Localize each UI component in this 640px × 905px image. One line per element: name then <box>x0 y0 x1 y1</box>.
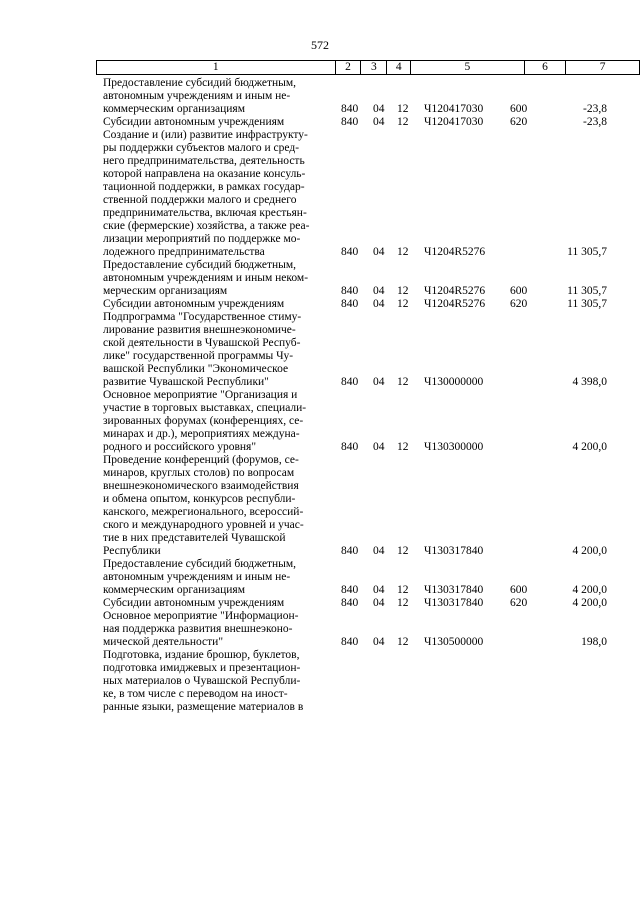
row-target-article: Ч1204R5276 <box>424 285 486 297</box>
row-name-line: Проведение конференций (форумов, се- <box>103 454 299 466</box>
row-ministry-code: 840 <box>341 246 359 258</box>
row-name-line: Подпрограмма "Государственное стиму- <box>103 311 302 323</box>
row-ministry-code: 840 <box>341 545 359 557</box>
row-name-line: подготовка имиджевых и презентацион- <box>103 662 301 674</box>
row-subsection-code: 12 <box>397 636 409 648</box>
table-body <box>0 77 640 714</box>
row-name-line: ского и международного уровней и учас- <box>103 519 304 531</box>
row-name-line: и обмена опытом, конкурсов республи- <box>103 493 296 505</box>
column-header-1: 1 <box>97 61 336 75</box>
row-ministry-code: 840 <box>341 636 359 648</box>
row-amount: -23,8 <box>583 116 607 128</box>
row-amount: 4 200,0 <box>572 441 607 453</box>
row-name-line: ранные языки, размещение материалов в <box>103 701 304 713</box>
row-target-article: Ч130317840 <box>424 597 484 609</box>
row-section-code: 04 <box>373 545 385 557</box>
row-name-line: Субсидии автономным учреждениям <box>103 298 285 310</box>
row-name-line: тационной поддержки, в рамках государ- <box>103 181 305 193</box>
page-number: 572 <box>311 38 329 52</box>
row-subsection-code: 12 <box>397 246 409 258</box>
row-ministry-code: 840 <box>341 116 359 128</box>
row-name <box>103 77 334 116</box>
row-ministry-code: 840 <box>341 298 359 310</box>
table-row <box>0 129 640 259</box>
row-expense-type: 600 <box>510 584 528 596</box>
row-name-line: Предоставление субсидий бюджетным, <box>103 77 297 89</box>
row-name-line: Основное мероприятие "Организация и <box>103 389 298 401</box>
row-name-line: ственной поддержки малого и среднего <box>103 194 297 206</box>
row-name <box>103 129 334 259</box>
row-name-line: минаров, круглых столов) по вопросам <box>103 467 295 479</box>
row-name-line: Основное мероприятие "Информацион- <box>103 610 299 622</box>
row-name-line: Субсидии автономным учреждениям <box>103 597 285 609</box>
row-section-code: 04 <box>373 584 385 596</box>
row-subsection-code: 12 <box>397 298 409 310</box>
row-name-line: мической деятельности" <box>103 636 224 648</box>
row-name-line: автономным учреждениям и иным не- <box>103 571 291 583</box>
row-amount: 11 305,7 <box>567 246 607 258</box>
row-target-article: Ч130300000 <box>424 441 484 453</box>
row-target-article: Ч1204R5276 <box>424 246 486 258</box>
row-name-line: коммерческим организациям <box>103 103 245 115</box>
table-row <box>0 649 640 714</box>
row-amount: 198,0 <box>581 636 607 648</box>
row-name <box>103 597 334 610</box>
row-target-article: Ч130317840 <box>424 584 484 596</box>
column-header-4: 4 <box>387 61 411 75</box>
row-name <box>103 311 334 389</box>
row-name-line: ке, в том числе с переводом на иност- <box>103 688 288 700</box>
row-section-code: 04 <box>373 597 385 609</box>
row-name-line: ские (фермерские) хозяйства, а также реа- <box>103 220 310 232</box>
row-expense-type: 620 <box>510 298 528 310</box>
row-name-line: Предоставление субсидий бюджетным, <box>103 558 297 570</box>
row-amount: 11 305,7 <box>567 285 607 297</box>
row-name-line: вашской Республики "Экономическое <box>103 363 289 375</box>
table-row <box>0 610 640 649</box>
row-amount: 4 398,0 <box>572 376 607 388</box>
row-name <box>103 454 334 558</box>
row-target-article: Ч130000000 <box>424 376 484 388</box>
row-name-line: Республики <box>103 545 161 557</box>
row-name-line: ных материалов о Чувашской Республи- <box>103 675 301 687</box>
row-name-line: Создание и (или) развитие инфраструкту- <box>103 129 308 141</box>
table-row <box>0 454 640 558</box>
row-name-line: тие в них представителей Чувашской <box>103 532 286 544</box>
row-name-line: ная поддержка развития внешнеэконо- <box>103 623 293 635</box>
row-name-line: лирование развития внешнеэкономиче- <box>103 324 296 336</box>
row-subsection-code: 12 <box>397 285 409 297</box>
table-row <box>0 259 640 298</box>
table-row <box>0 389 640 454</box>
row-name <box>103 558 334 597</box>
row-target-article: Ч130500000 <box>424 636 484 648</box>
row-name <box>103 610 334 649</box>
table-row <box>0 558 640 597</box>
row-target-article: Ч1204R5276 <box>424 298 486 310</box>
row-name <box>103 649 334 714</box>
row-name-line: автономным учреждениям и иным не- <box>103 90 291 102</box>
column-header-2: 2 <box>335 61 361 75</box>
row-subsection-code: 12 <box>397 441 409 453</box>
column-header-6: 6 <box>524 61 566 75</box>
table-row <box>0 298 640 311</box>
row-amount: 4 200,0 <box>572 545 607 557</box>
row-expense-type: 620 <box>510 116 528 128</box>
column-header-5: 5 <box>411 61 524 75</box>
row-section-code: 04 <box>373 636 385 648</box>
row-section-code: 04 <box>373 103 385 115</box>
table-row <box>0 311 640 389</box>
row-name-line: ры поддержки субъектов малого и сред- <box>103 142 300 154</box>
row-name-line: коммерческим организациям <box>103 584 245 596</box>
row-name-line: которой направлена на оказание консуль- <box>103 168 306 180</box>
row-expense-type: 620 <box>510 597 528 609</box>
table-row <box>0 597 640 610</box>
row-amount: 4 200,0 <box>572 597 607 609</box>
row-subsection-code: 12 <box>397 376 409 388</box>
row-name-line: Подготовка, издание брошюр, буклетов, <box>103 649 300 661</box>
row-name-line: участие в торговых выставках, специали- <box>103 402 307 414</box>
row-ministry-code: 840 <box>341 597 359 609</box>
row-name-line: мерческим организациям <box>103 285 228 297</box>
table-row <box>0 77 640 116</box>
row-ministry-code: 840 <box>341 285 359 297</box>
row-ministry-code: 840 <box>341 376 359 388</box>
row-section-code: 04 <box>373 246 385 258</box>
table-header <box>96 60 640 75</box>
row-subsection-code: 12 <box>397 116 409 128</box>
row-section-code: 04 <box>373 441 385 453</box>
row-name-line: Предоставление субсидий бюджетным, <box>103 259 297 271</box>
row-name <box>103 116 334 129</box>
table-row <box>0 116 640 129</box>
row-subsection-code: 12 <box>397 584 409 596</box>
row-name <box>103 259 334 298</box>
row-name-line: лике" государственной программы Чу- <box>103 350 294 362</box>
column-header-3: 3 <box>361 61 387 75</box>
row-name <box>103 389 334 454</box>
row-expense-type: 600 <box>510 103 528 115</box>
row-section-code: 04 <box>373 116 385 128</box>
row-name-line: лодежного предпринимательства <box>103 246 265 258</box>
row-name-line: канского, межрегионального, всероссий- <box>103 506 304 518</box>
row-name-line: ской деятельности в Чувашской Респуб- <box>103 337 301 349</box>
row-amount: 4 200,0 <box>572 584 607 596</box>
row-ministry-code: 840 <box>341 441 359 453</box>
row-name-line: родного и российского уровня" <box>103 441 257 453</box>
row-name-line: него предпринимательства, деятельность <box>103 155 305 167</box>
row-ministry-code: 840 <box>341 103 359 115</box>
row-name-line: внешнеэкономического взаимодействия <box>103 480 299 492</box>
row-subsection-code: 12 <box>397 103 409 115</box>
row-name-line: Субсидии автономным учреждениям <box>103 116 285 128</box>
row-target-article: Ч120417030 <box>424 116 484 128</box>
row-ministry-code: 840 <box>341 584 359 596</box>
row-target-article: Ч130317840 <box>424 545 484 557</box>
row-amount: -23,8 <box>583 103 607 115</box>
row-name-line: минарах и др.), мероприятиях междуна- <box>103 428 300 440</box>
row-section-code: 04 <box>373 298 385 310</box>
row-target-article: Ч120417030 <box>424 103 484 115</box>
row-amount: 11 305,7 <box>567 298 607 310</box>
row-name-line: развитие Чувашской Республики" <box>103 376 269 388</box>
row-section-code: 04 <box>373 376 385 388</box>
row-name-line: лизации мероприятий по поддержке мо- <box>103 233 301 245</box>
row-name <box>103 298 334 311</box>
column-header-7: 7 <box>566 61 640 75</box>
row-subsection-code: 12 <box>397 545 409 557</box>
row-expense-type: 600 <box>510 285 528 297</box>
row-subsection-code: 12 <box>397 597 409 609</box>
row-name-line: зированных форумах (конференциях, се- <box>103 415 304 427</box>
row-section-code: 04 <box>373 285 385 297</box>
row-name-line: автономным учреждениям и иным неком- <box>103 272 309 284</box>
row-name-line: предпринимательства, включая крестьян- <box>103 207 307 219</box>
